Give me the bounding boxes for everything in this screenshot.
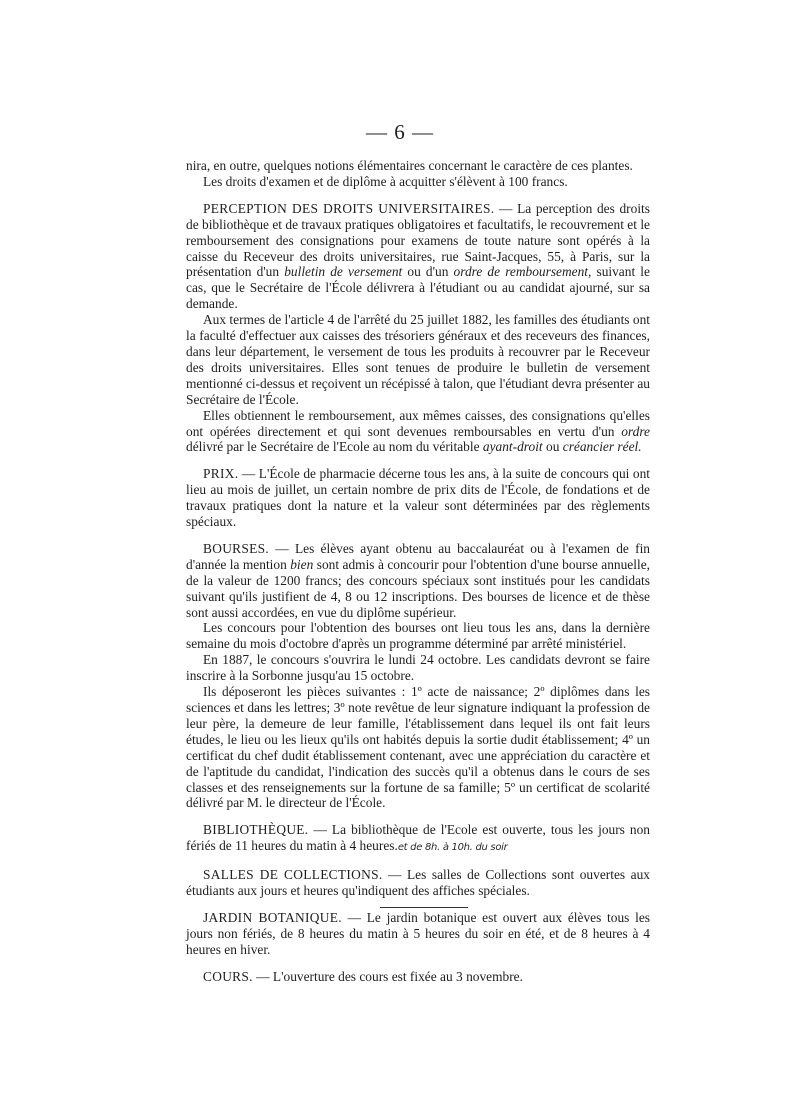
page-number: — 6 — (366, 120, 434, 144)
salles-text: — Les salles de Collections sont ouvertes aux étudiants aux jours et heures qu'indiquent des affiches spéciales. (186, 867, 650, 899)
jardin-paragraph (186, 910, 650, 958)
bourses-italic-bien: bien (290, 556, 314, 572)
handwritten-annotation: et de 8h. à 10h. du soir (397, 842, 508, 854)
section-heading-jardin: JARDIN BOTANIQUE. (203, 909, 342, 925)
cours-text: — L'ouverture des cours est fixée au 3 novembre. (256, 968, 523, 984)
jardin-text: — Le jardin botanique est ouvert aux élèves tous les jours non fériés, de 8 heures du matin à 5 heures du soir en été, et de 8 heures à 4 heures en hiver. (186, 909, 650, 957)
perception-text-a: — La perception des droits de bibliothèque et de travaux pratiques obligatoires et facultatifs, le recouvrement et le remboursement des consignations pour examens de toute nature sont opérés à la caisse du Receveur des droits universitaires, rue Saint-Jacques, 55, à Paris, sur la présentation d'un (186, 200, 650, 280)
section-heading-cours: COURS. (203, 968, 253, 984)
bourses-concours-paragraph: Les concours pour l'obtention des bourses ont lieu tous les ans, dans la dernière semaine du mois d'octobre d'après un programme déterminé par arrêté ministériel. (186, 620, 650, 652)
bourses-1887-paragraph: En 1887, le concours s'ouvrira le lundi 24 octobre. Les candidats devront se faire inscrire à la Sorbonne jusqu'au 15 octobre. (186, 652, 650, 684)
remboursement-italic-ordre: ordre (621, 423, 650, 439)
perception-text-c: suivant le cas, que le Secrétaire de l'École délivrera à l'étudiant ou au candidat ajourné, sur sa demande. (186, 264, 650, 312)
prix-paragraph (186, 466, 650, 530)
remboursement-text-b: délivré par le Secrétaire de l'Ecole au nom du véritable (186, 439, 480, 455)
section-heading-prix: PRIX. (203, 466, 239, 482)
section-heading-salles: SALLES DE COLLECTIONS. (203, 867, 383, 883)
exam-fees-paragraph: Les droits d'examen et de diplôme à acquitter s'élèvent à 100 francs. (203, 173, 568, 189)
perception-italic-ordre: ordre de remboursement, (453, 264, 592, 280)
perception-remboursement-paragraph (186, 408, 650, 456)
bibliotheque-paragraph (186, 822, 650, 856)
section-heading-bourses: BOURSES. (203, 540, 270, 556)
bourses-paragraph (186, 541, 650, 621)
perception-text-b: ou d'un (407, 264, 449, 280)
section-heading-perception: PERCEPTION DES DROITS UNIVERSITAIRES. (203, 200, 495, 216)
page-body (186, 158, 650, 985)
cours-paragraph (186, 969, 650, 985)
bibliotheque-text: — La bibliothèque de l'Ecole est ouverte, tous les jours non fériés de 11 heures du matin à 4 heures. (186, 822, 650, 854)
perception-italic-bulletin: bulletin de versement (284, 264, 403, 280)
remboursement-text-a: Elles obtiennent le remboursement, aux mêmes caisses, des consignations qu'elles ont opérées directement et qui sont devenues remboursables en vertu d'un (186, 407, 650, 439)
remboursement-italic-ayant-droit: ayant-droit (482, 439, 543, 455)
perception-article-paragraph: Aux termes de l'article 4 de l'arrêté du 25 juillet 1882, les familles des étudiants ont la faculté d'effectuer aux caisses des trésoriers généraux et des receveurs des finances, dans leur département, le versement de tous les produits à recouvrer par le Receveur des droits universitaires. Elles sont tenues de produire le bulletin de versement mentionné ci-dessus et reçoivent un récépissé à talon, que l'étudiant devra présenter au Secrétaire de l'École. (186, 312, 650, 407)
closing-rule (380, 907, 468, 908)
bourses-text-a: — Les élèves ayant obtenu au baccalauréat ou à l'examen de fin d'année la mention (186, 540, 650, 572)
salles-paragraph (186, 867, 650, 899)
prix-text: — L'École de pharmacie décerne tous les ans, à la suite de concours qui ont lieu au mois de juillet, un certain nombre de prix dits de l'École, de fondations et de travaux pratiques dont la nature et la valeur sont déterminées par des règlements spéciaux. (186, 466, 650, 530)
bourses-text-b: sont admis à concourir pour l'obtention d'une bourse annuelle, de la valeur de 1200 francs; des concours spéciaux sont institués pour les candidats suivant qu'ils justifient de 4, 8 ou 12 inscriptions. Des bourses de licence et de thèse sont aussi accordées, en vue du diplôme supérieur. (186, 556, 650, 620)
remboursement-italic-creancier: créancier réel. (562, 439, 642, 455)
bourses-pieces-paragraph: Ils déposeront les pièces suivantes : 1º acte de naissance; 2º diplômes dans les sciences et dans les lettres; 3º note revêtue de leur signature indiquant la profession de leur père, la demeure de leur famille, l'établissement dans lequel ils ont fait leurs études, le lieu ou les lieux qu'ils ont habités depuis la sortie dudit établissement; 4º un certificat du chef dudit établissement contenant, avec une appréciation du caractère et de l'aptitude du candidat, l'indication des succès qu'il a obtenus dans le cours de ses classes et des renseignements sur la fortune de sa famille; 5º un certificat de scolarité délivré par M. le directeur de l'École. (186, 684, 650, 811)
perception-paragraph (186, 201, 650, 312)
section-heading-bibliotheque: BIBLIOTHÈQUE. (203, 822, 309, 838)
intro-continuation: nira, en outre, quelques notions élémentaires concernant le caractère de ces plantes. (186, 158, 633, 173)
remboursement-text-c: ou (546, 439, 560, 455)
